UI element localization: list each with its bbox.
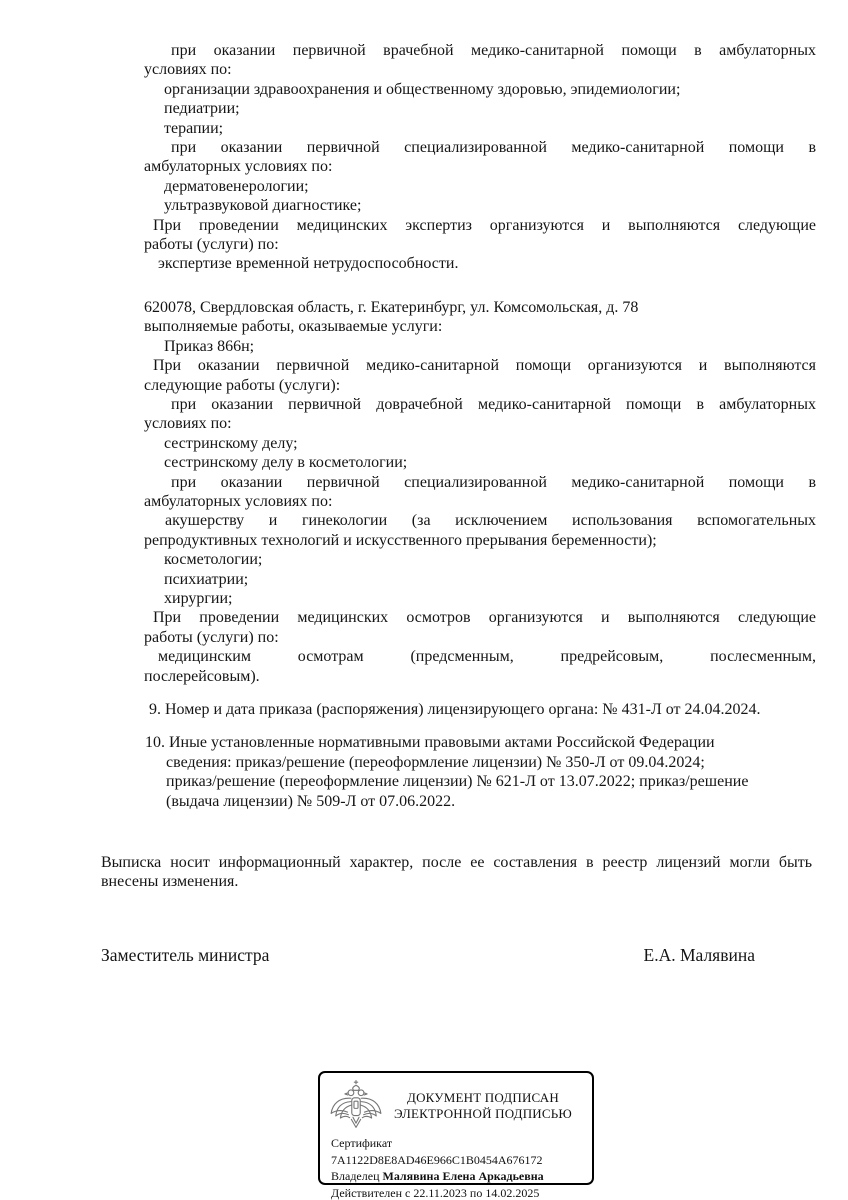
paragraph [144,434,816,453]
paragraph [144,196,816,215]
document-line: послерейсовым). [144,667,260,685]
license-notice [101,853,812,892]
document-line: репродуктивных технологий и искусственного прерывания беременности); [144,531,657,549]
certificate-label: Сертификат [331,1136,393,1150]
owner-label: Владелец [331,1169,380,1183]
document-line: приказ/решение (переоформление лицензии) № 621-Л от 13.07.2022; приказ/решение [166,773,749,791]
document-line: Приказ 866н; [164,337,255,355]
paragraph [144,337,816,356]
double-headed-eagle-emblem-icon [329,1078,383,1132]
document-line: при оказании первичной специализированной медико-санитарной помощи в [171,473,816,491]
paragraph [144,216,816,255]
paragraph [144,298,816,317]
document-line: При оказании первичной медико-санитарной помощи организуются и выполняются [153,357,816,375]
document-line: терапии; [164,119,224,137]
document-line: амбулаторных условиях по: [144,158,333,176]
paragraph [144,570,816,589]
paragraph [144,589,816,608]
document-line: при оказании первичной доврачебной медико-санитарной помощи в амбулаторных [171,395,816,413]
paragraph [144,608,816,647]
document-line: ультразвуковой диагностике; [164,197,362,215]
stamp-title-line: ЭЛЕКТРОННОЙ ПОДПИСЬЮ [394,1106,572,1121]
notice-line: Выписка носит информационный характер, после ее составления в реестр лицензий могли быть [101,854,812,872]
document-line: медицинским осмотрам (предсменным, предрейсовым, послесменным, [158,648,816,666]
paragraph [144,41,816,80]
document-line: косметологии; [164,551,263,569]
document-line: следующие работы (услуги): [144,376,341,394]
document-line: 10. Иные установленные нормативными правовыми актами Российской Федерации [145,734,715,752]
document-line: экспертизе временной нетрудоспособности. [158,255,459,273]
document-line: сведения: приказ/решение (переоформление лицензии) № 350-Л от 09.04.2024; [166,753,705,771]
paragraph [144,99,816,118]
document-line: При проведении медицинских осмотров организуются и выполняются следующие [153,609,816,627]
document-line: работы (услуги) по: [144,236,279,254]
paragraph [144,473,816,512]
paragraph [144,80,816,99]
signature-row [101,946,848,965]
signer-role: Заместитель министра [101,944,270,965]
paragraph [144,138,816,177]
paragraph [144,254,816,273]
paragraph [144,550,816,569]
stamp-title [383,1090,583,1123]
paragraph [144,453,816,472]
document-line: хирургии; [164,589,233,607]
paragraph [144,356,816,395]
document-line: амбулаторных условиях по: [144,492,333,510]
certificate-value: 7A1122D8E8AD46E966C1B0454A676172 [331,1152,543,1167]
validity-line: Действителен с 22.11.2023 по 14.02.2025 [331,1185,540,1200]
electronic-signature-stamp [318,1071,594,1200]
notice-line: внесены изменения. [101,873,239,891]
document-line: 9. Номер и дата приказа (распоряжения) лицензирующего органа: № 431-Л от 24.04.2024. [149,701,761,718]
document-body [144,41,816,811]
stamp-title-line: ДОКУМЕНТ ПОДПИСАН [407,1089,559,1105]
document-line: При проведении медицинских экспертиз организуются и выполняются следующие [153,216,816,234]
document-line: работы (услуги) по: [144,628,279,646]
document-line: акушерству и гинекологии (за исключением использования вспомогательных [165,512,816,530]
stamp-details [331,1135,583,1200]
document-line: условиях по: [144,415,232,433]
document-line: выполняемые работы, оказываемые услуги: [144,318,443,336]
document-line: при оказании первичной врачебной медико-санитарной помощи в амбулаторных [171,42,816,59]
document-line: сестринскому делу в косметологии; [164,454,408,472]
paragraph [144,317,816,336]
document-line: условиях по: [144,61,232,79]
signer-name: Е.А. Малявина [643,944,755,965]
document-line: организации здравоохранения и общественному здоровью, эпидемиологии; [164,80,681,98]
document-line: педиатрии; [164,100,240,118]
certificate-line [331,1135,583,1168]
stamp-header [329,1078,583,1132]
paragraph [144,647,816,686]
owner-line [331,1168,583,1185]
document-line: (выдача лицензии) № 509-Л от 07.06.2022. [166,792,456,810]
owner-name: Малявина Елена Аркадьевна [382,1169,544,1183]
document-line: сестринскому делу; [164,434,298,452]
document-line: дерматовенерологии; [164,177,309,195]
document-line: 620078, Свердловская область, г. Екатеринбург, ул. Комсомольская, д. 78 [144,298,639,316]
paragraph [144,177,816,196]
paragraph [144,511,816,550]
document-line: при оказании первичной специализированной медико-санитарной помощи в [171,139,816,157]
paragraph [144,119,816,138]
document-line: психиатрии; [164,570,249,588]
paragraph [144,700,816,719]
paragraph [144,395,816,434]
paragraph [144,733,816,811]
